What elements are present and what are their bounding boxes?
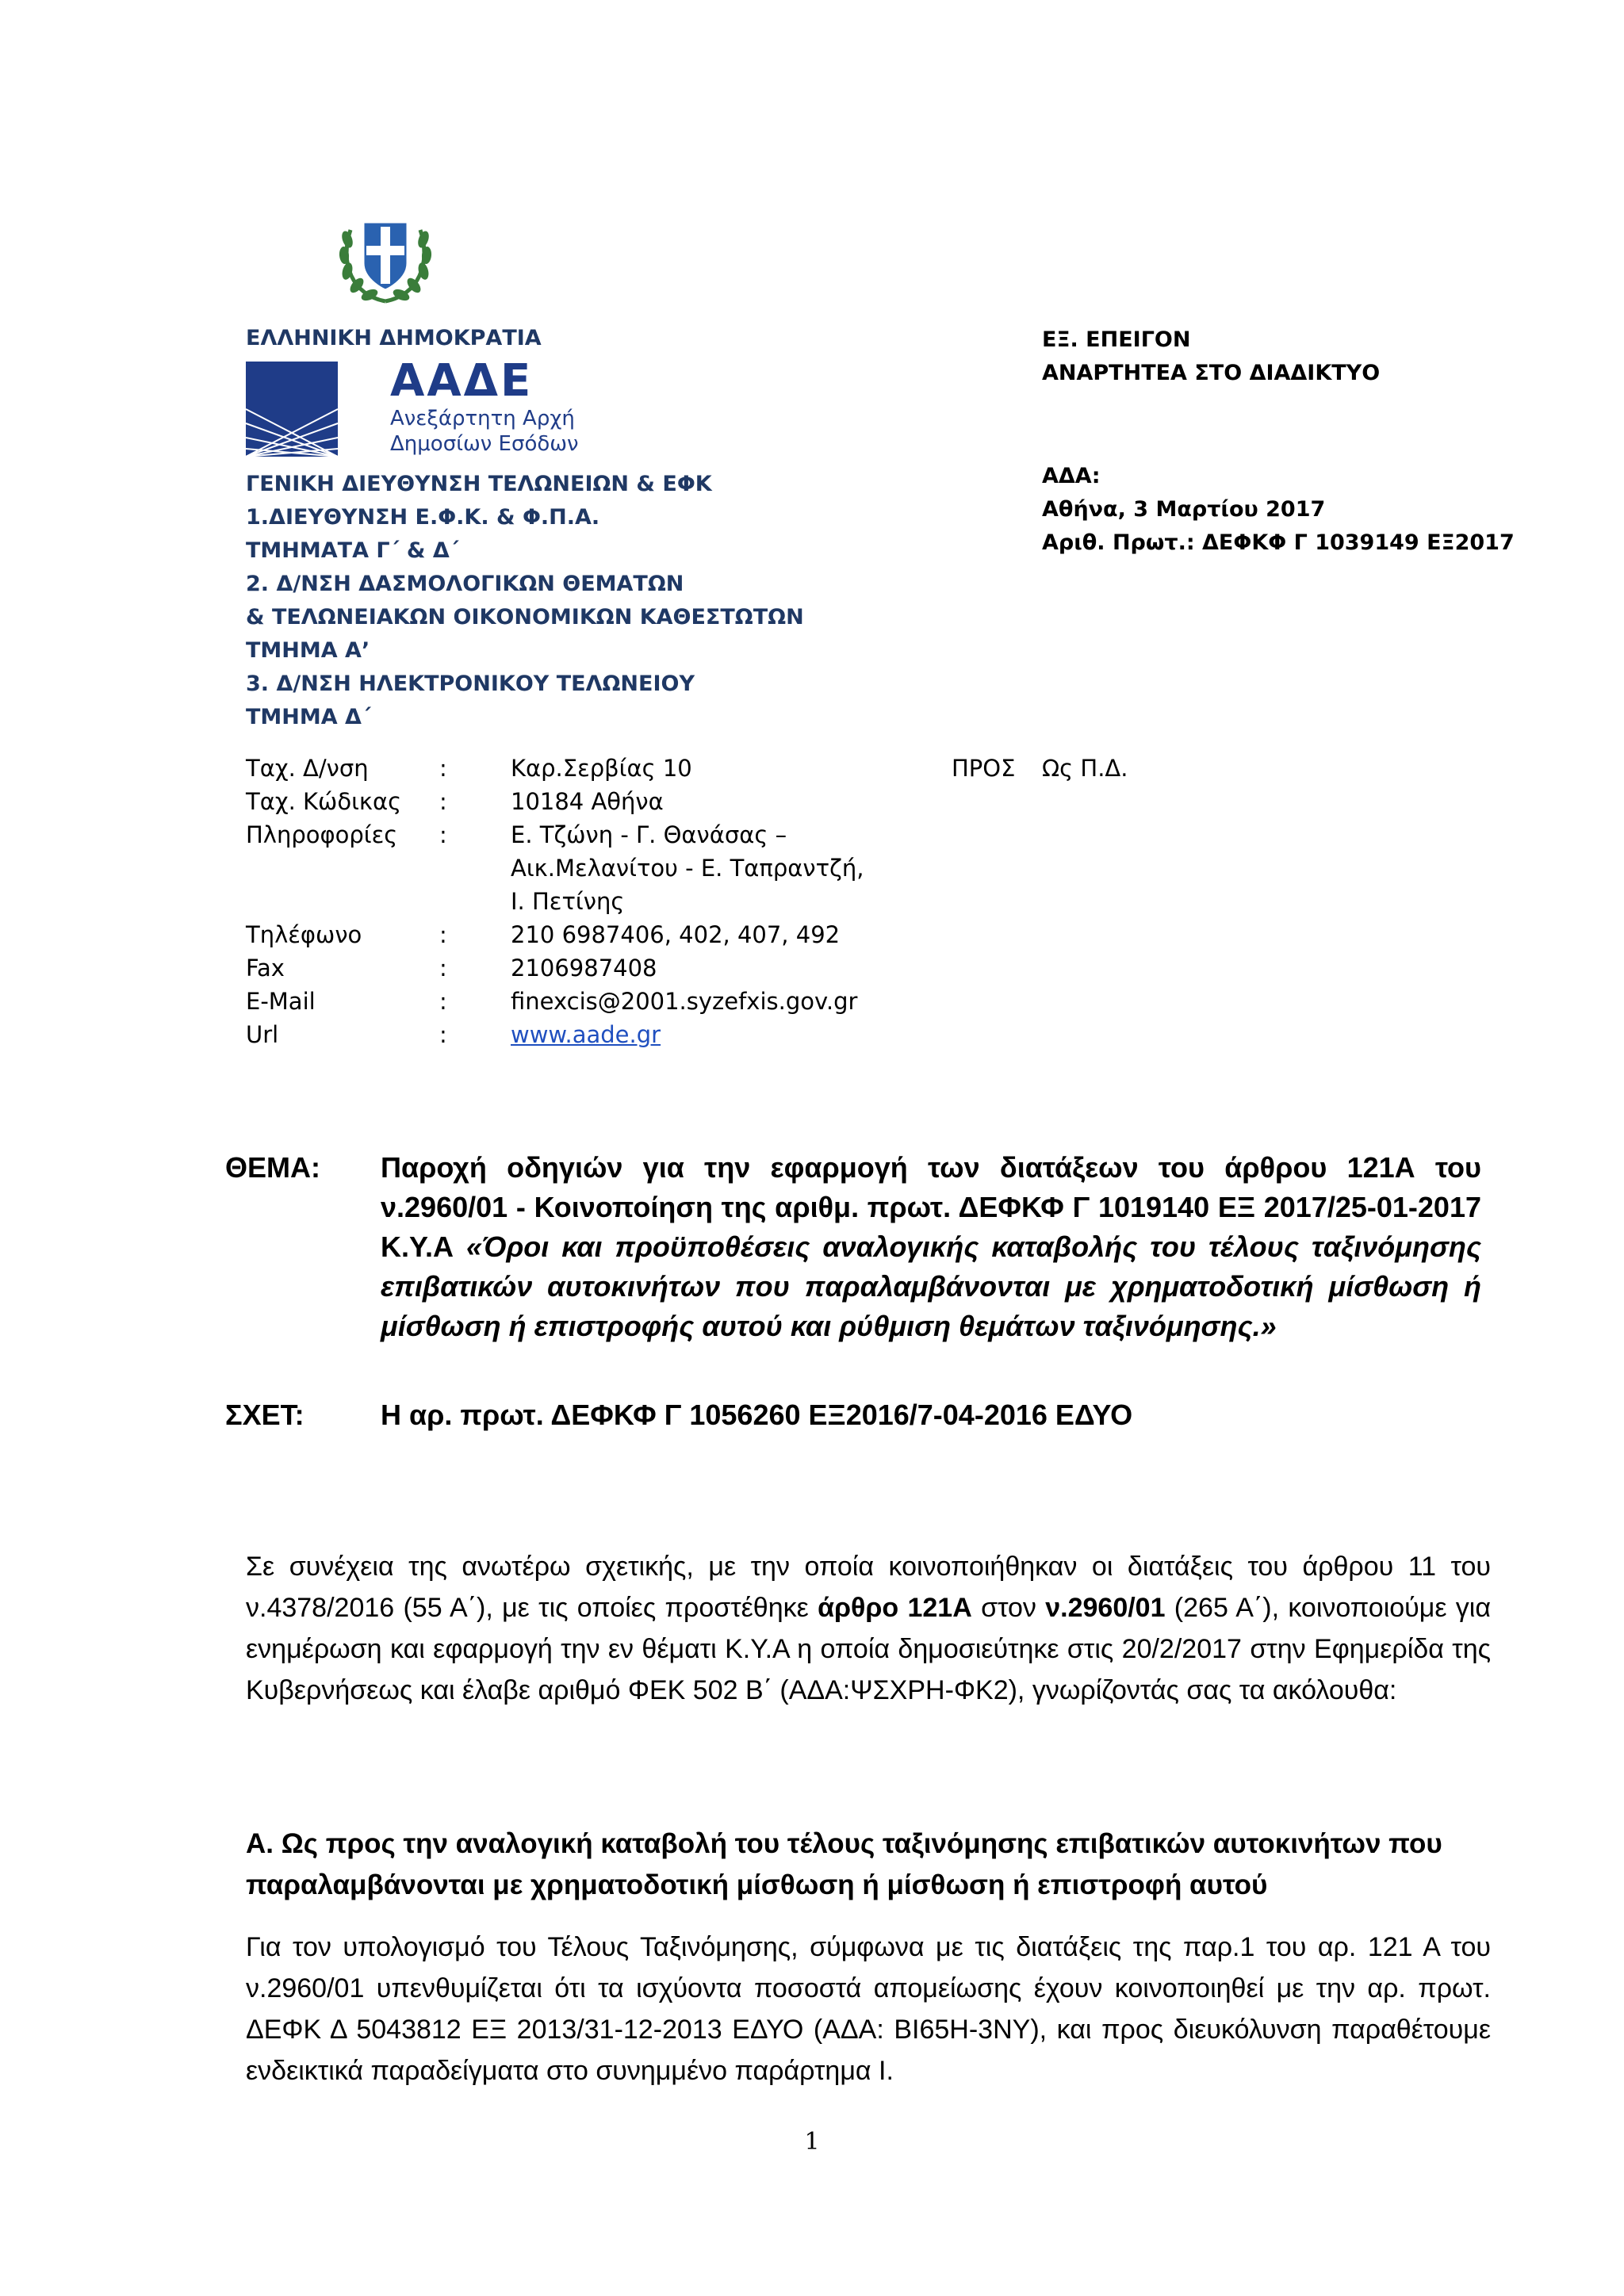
article-ref: άρθρο 121Α <box>818 1593 972 1623</box>
colon: : <box>439 788 447 815</box>
intro-text: στον <box>971 1593 1046 1623</box>
contact-row-postcode <box>246 785 939 818</box>
email-value: finexcis@2001.syzefxis.gov.gr <box>511 988 858 1015</box>
intro-text: (265 Α΄), κοινοποιούμε για ενημέρωση και εφαρμογή την εν θέματι Κ.Υ.Α η οποία δημοσιεύτηκε στις 20/2/2017 στην Εφημερίδα της Κυβερνήσεως και έλαβε αριθμό ΦΕΚ 502 Β΄ (ΑΔΑ:ΨΣΧΡΗ-ΦΚ2), γνωρίζοντάς σας τα ακόλουθα: <box>246 1593 1492 1705</box>
contact-row-phone <box>246 918 939 951</box>
website-link[interactable]: www.aade.gr <box>511 1021 661 1048</box>
recipient-label: ΠΡΟΣ <box>952 755 1016 782</box>
contact-table <box>246 752 939 1051</box>
intro-paragraph <box>246 1546 1491 1711</box>
postcode-label: Ταχ. Κώδικας <box>246 788 402 815</box>
colon: : <box>439 755 447 782</box>
url-label: Url <box>246 1021 279 1048</box>
info-line: Ε. Τζώνη - Γ. Θανάσας – <box>511 821 787 848</box>
info-line: Ι. Πετίνης <box>511 888 625 915</box>
subject-main: Παροχή οδηγιών για την εφαρμογή των διατάξεων του άρθρου 121Α του ν.2960/01 - Κοινοποίηση της αριθμ. πρωτ. ΔΕΦΚΦ Γ 1019140 ΕΞ 2017/25-01-2017 Κ.Υ.Α <box>381 1151 1481 1263</box>
issuer-line: 3. Δ/ΝΣΗ ΗΛΕΚΤΡΟΝΙΚΟΥ ΤΕΛΩΝΕΙΟΥ <box>246 672 695 696</box>
issuer-line: ΓΕΝΙΚΗ ΔΙΕΥΘΥΝΣΗ ΤΕΛΩΝΕΙΩΝ & ΕΦΚ <box>246 472 712 496</box>
colon: : <box>439 988 447 1015</box>
ada-label: ΑΔΑ: <box>1042 464 1101 488</box>
subject-label: ΘΕΜΑ: <box>225 1151 320 1184</box>
intro-text: Σε συνέχεια της ανωτέρω σχετικής, με την οποία κοινοποιήθηκαν οι διατάξεις του άρθρου 11 του ν.4378/2016 (55 Α΄), με τις οποίες προστέθηκε <box>246 1552 1491 1623</box>
subject-text <box>381 1148 1481 1346</box>
contact-row-email <box>246 985 939 1018</box>
fax-label: Fax <box>246 955 285 982</box>
issuer-line: ΤΜΗΜΑΤΑ Γ΄ & Δ΄ <box>246 538 459 563</box>
section-a-heading: Α. Ως προς την αναλογική καταβολή του τέλους ταξινόμησης επιβατικών αυτοκινήτων που παραλαμβάνονται με χρηματοδοτική μίσθωση ή μίσθωση ή επιστροφή αυτού <box>246 1828 1442 1900</box>
related-label: ΣΧΕΤ: <box>225 1399 304 1431</box>
aade-logo <box>246 357 611 460</box>
aade-logo-line1: Ανεξάρτητη Αρχή <box>390 407 575 430</box>
page-number: 1 <box>804 2128 820 2156</box>
section-a-paragraph: Για τον υπολογισμό του Τέλους Ταξινόμησης, σύμφωνα με τις διατάξεις της παρ.1 του αρ. 121 Α του ν.2960/01 υπενθυμίζεται ότι τα ισχύοντα ποσοστά απομείωσης έχουν κοινοποιηθεί με την αρ. πρωτ. ΔΕΦΚ Δ 5043812 ΕΞ 2013/31-12-2013 ΕΔΥΟ (ΑΔΑ: ΒΙ65Η-3ΝΥ), και προς διευκόλυνση παραθέτουμε ενδεικτικά παραδείγματα στο συνημμένο παράρτημα Ι. <box>246 1932 1491 2086</box>
contact-row-url <box>246 1018 939 1051</box>
fax-value: 2106987408 <box>511 955 657 982</box>
issuer-line: ΤΜΗΜΑ Δ΄ <box>246 705 371 729</box>
issuer-departments <box>246 468 804 734</box>
subject-kya-title: «Όροι και προϋποθέσεις αναλογικής καταβολής του τέλους ταξινόμησης επιβατικών αυτοκινήτων που παραλαμβάνονται με χρηματοδοτική μίσθωση ή μίσθωση ή επιστροφής αυτού και ρύθμιση θεμάτων ταξινόμησης.» <box>381 1230 1481 1342</box>
phone-label: Τηλέφωνο <box>246 921 362 948</box>
issuer-line: ΤΜΗΜΑ Α’ <box>246 638 370 663</box>
aade-logo-title: ΑΑΔΕ <box>390 355 534 407</box>
issuer-line: 1.ΔΙΕΥΘΥΝΣΗ Ε.Φ.Κ. & Φ.Π.Α. <box>246 505 600 530</box>
urgency-block <box>1042 323 1380 390</box>
aade-logo-line2: Δημοσίων Εσόδων <box>390 432 579 456</box>
aade-logo-mark <box>246 362 338 457</box>
related-text: Η αρ. πρωτ. ΔΕΦΚΦ Γ 1056260 ΕΞ2016/7-04-2016 ΕΔΥΟ <box>381 1399 1133 1431</box>
phone-value: 210 6987406, 402, 407, 492 <box>511 921 841 948</box>
contact-row-fax <box>246 951 939 985</box>
contact-row-info <box>246 818 939 918</box>
address-label: Ταχ. Δ/νση <box>246 755 369 782</box>
email-label: E-Mail <box>246 988 316 1015</box>
colon: : <box>439 1021 447 1048</box>
document-date: Αθήνα, 3 Μαρτίου 2017 <box>1042 497 1326 522</box>
info-value <box>511 818 939 918</box>
issuer-line: 2. Δ/ΝΣΗ ΔΑΣΜΟΛΟΓΙΚΩΝ ΘΕΜΑΤΩΝ <box>246 572 684 596</box>
postcode-value: 10184 Αθήνα <box>511 788 664 815</box>
law-ref: ν.2960/01 <box>1045 1593 1166 1623</box>
address-value: Καρ.Σερβίας 10 <box>511 755 692 782</box>
internet-post-label: ΑΝΑΡΤΗΤΕΑ ΣΤΟ ΔΙΑΔΙΚΤΥΟ <box>1042 361 1381 385</box>
info-label: Πληροφορίες <box>246 821 398 848</box>
colon: : <box>439 821 447 848</box>
greek-coat-of-arms <box>336 208 435 306</box>
urgency-label: ΕΞ. ΕΠΕΙΓΟΝ <box>1042 327 1191 352</box>
colon: : <box>439 921 447 948</box>
recipient-value: Ως Π.Δ. <box>1042 755 1128 782</box>
info-line: Αικ.Μελανίτου - Ε. Ταπραντζή, <box>511 855 864 882</box>
protocol-number: Αριθ. Πρωτ.: ΔΕΦΚΦ Γ 1039149 ΕΞ2017 <box>1042 530 1515 555</box>
colon: : <box>439 955 447 982</box>
document-meta <box>1042 460 1515 560</box>
issuer-country: ΕΛΛΗΝΙΚΗ ΔΗΜΟΚΡΑΤΙΑ <box>246 326 542 350</box>
contact-row-address <box>246 752 939 785</box>
issuer-line: & ΤΕΛΩΝΕΙΑΚΩΝ ΟΙΚΟΝΟΜΙΚΩΝ ΚΑΘΕΣΤΩΤΩΝ <box>246 605 804 629</box>
